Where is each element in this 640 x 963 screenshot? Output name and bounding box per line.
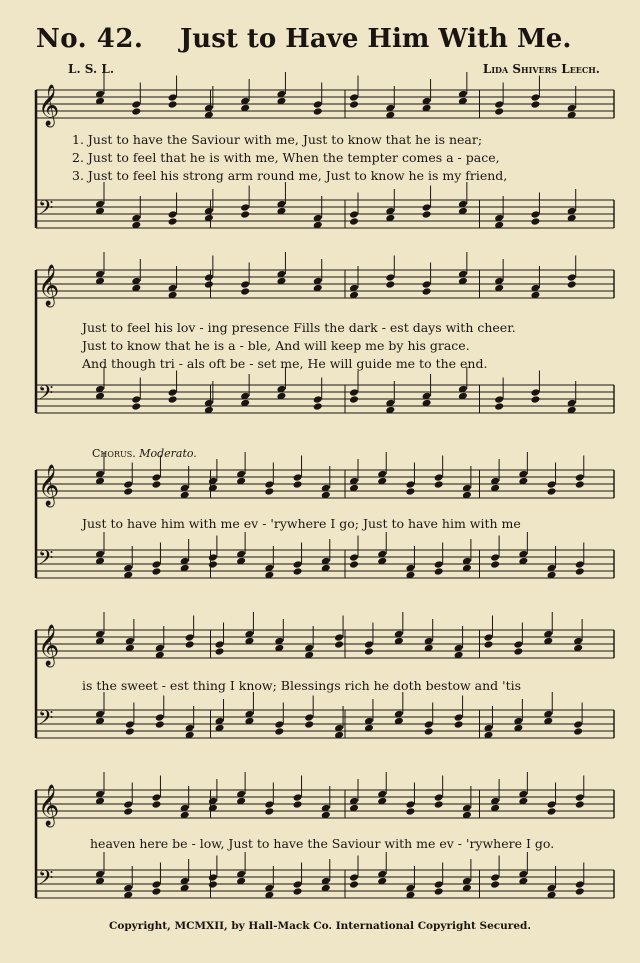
tempo-marking: Moderato. — [139, 447, 197, 460]
system5-treble-notehead — [264, 800, 274, 809]
verse3-line2: And though tri - als oft be - set me, He will guide me to the end. — [82, 356, 488, 371]
system1-treble-notehead — [131, 100, 141, 109]
system4-bass-notehead — [125, 720, 135, 729]
system3-bass-notehead — [151, 567, 161, 576]
system4-bass-notehead — [155, 720, 165, 729]
system4-bass-notehead — [274, 720, 284, 729]
system2-bass-notehead — [131, 395, 141, 404]
system1-bass-notehead — [349, 210, 359, 219]
system5-bass-notehead — [434, 880, 444, 889]
system4-bass-notehead — [454, 713, 464, 722]
author-initials: L. S. L. — [68, 62, 115, 76]
system3-bass-notehead — [575, 567, 585, 576]
system3-treble-notehead — [547, 487, 557, 496]
system4-treble-notehead — [185, 640, 195, 649]
verse1-line2: Just to feel his lov - ing presence Fills the dark - est days with cheer. — [82, 320, 516, 335]
system4-treble-notehead — [215, 640, 225, 649]
system1-bass-notehead — [349, 217, 359, 226]
chorus-word: Chorus. — [92, 447, 136, 460]
system4-treble-notehead — [364, 647, 374, 656]
system2-treble-notehead — [204, 280, 214, 289]
system5-treble-notehead — [405, 800, 415, 809]
system3-bass-notehead — [293, 567, 303, 576]
system5-treble-notehead — [293, 793, 303, 802]
system1-treble-notehead — [313, 100, 323, 109]
system2-treble-notehead — [567, 273, 577, 282]
system5-bass-notehead — [490, 873, 500, 882]
verse2-line2: Just to know that he is a - ble, And will keep me by his grace. — [82, 338, 470, 353]
system5-treble-notehead — [123, 800, 133, 809]
system3-bass-notehead — [490, 553, 500, 562]
system5-bass-notehead — [349, 873, 359, 882]
system5-bass-clef: 𝄢 — [38, 866, 54, 894]
system4-treble-notehead — [513, 647, 523, 656]
system3-treble-notehead — [151, 480, 161, 489]
system3-treble-notehead — [264, 480, 274, 489]
system1-treble-notehead — [313, 107, 323, 116]
system3-treble-notehead — [151, 473, 161, 482]
system2-bass-notehead — [131, 402, 141, 411]
system2-treble-notehead — [385, 273, 395, 282]
system4-bass-notehead — [304, 713, 314, 722]
chorus-line2: is the sweet - est thing I know; Blessings rich he doth bestow and 'tis — [82, 678, 522, 693]
system5-treble-notehead — [293, 800, 303, 809]
system3-bass-notehead — [208, 553, 218, 562]
system2-bass-notehead — [313, 402, 323, 411]
system5-bass-notehead — [575, 887, 585, 896]
system2-bass-notehead — [530, 388, 540, 397]
system5-treble-notehead — [151, 793, 161, 802]
hymn-title: Just to Have Him With Me. — [180, 24, 572, 54]
system5-bass-notehead — [293, 880, 303, 889]
system3-treble-notehead — [575, 480, 585, 489]
system5-bass-notehead — [151, 887, 161, 896]
system5-bass-notehead — [208, 880, 218, 889]
system3-bass-notehead — [349, 560, 359, 569]
system1-bass-notehead — [530, 217, 540, 226]
system4-bass-clef: 𝄢 — [38, 706, 54, 734]
system3-bass-notehead — [575, 560, 585, 569]
system5-treble-notehead — [547, 800, 557, 809]
system5-bass-notehead — [490, 880, 500, 889]
system4-treble-notehead — [334, 633, 344, 642]
system4-treble-notehead — [513, 640, 523, 649]
system5-treble-notehead — [575, 793, 585, 802]
system3-treble-notehead — [547, 480, 557, 489]
system1-treble-notehead — [494, 100, 504, 109]
system3-treble-notehead — [123, 480, 133, 489]
system1-treble-notehead — [494, 107, 504, 116]
system1-bass-notehead — [530, 210, 540, 219]
author-name: Lida Shivers Leech. — [482, 62, 600, 76]
system5-bass-notehead — [293, 887, 303, 896]
system4-bass-notehead — [274, 727, 284, 736]
system2-treble-clef: 𝄞 — [38, 265, 60, 306]
system1-treble-notehead — [131, 107, 141, 116]
system3-treble-notehead — [434, 473, 444, 482]
system3-bass-notehead — [349, 553, 359, 562]
system1-bass-notehead — [422, 203, 432, 212]
system3-treble-notehead — [293, 473, 303, 482]
system4-bass-notehead — [573, 727, 583, 736]
system3-treble-notehead — [405, 480, 415, 489]
system3-bass-notehead — [208, 560, 218, 569]
system2-bass-clef: 𝄢 — [38, 381, 54, 409]
system4-treble-clef: 𝄞 — [38, 625, 60, 666]
verse3-line1: 3. Just to feel his strong arm round me, Just to know he is my friend, — [72, 168, 508, 183]
system1-treble-notehead — [168, 93, 178, 102]
system2-bass-notehead — [313, 395, 323, 404]
system1-treble-notehead — [530, 100, 540, 109]
system4-bass-notehead — [573, 720, 583, 729]
system4-treble-notehead — [334, 640, 344, 649]
system1-treble-notehead — [530, 93, 540, 102]
system3-treble-notehead — [405, 487, 415, 496]
system5-treble-notehead — [575, 800, 585, 809]
system2-treble-notehead — [422, 287, 432, 296]
system4-treble-notehead — [364, 640, 374, 649]
system1-treble-notehead — [349, 100, 359, 109]
system4-bass-notehead — [424, 727, 434, 736]
system4-treble-notehead — [483, 633, 493, 642]
system3-bass-notehead — [293, 560, 303, 569]
system5-treble-notehead — [434, 800, 444, 809]
system2-treble-notehead — [567, 280, 577, 289]
system3-treble-notehead — [123, 487, 133, 496]
system2-treble-notehead — [240, 287, 250, 296]
system5-treble-notehead — [151, 800, 161, 809]
system2-treble-notehead — [422, 280, 432, 289]
hymn-number: No. 42. — [36, 24, 144, 54]
system2-bass-notehead — [494, 402, 504, 411]
system5-treble-notehead — [434, 793, 444, 802]
system5-treble-notehead — [123, 807, 133, 816]
system3-bass-clef: 𝄢 — [38, 546, 54, 574]
system1-treble-notehead — [168, 100, 178, 109]
system2-bass-notehead — [349, 395, 359, 404]
system4-bass-notehead — [454, 720, 464, 729]
system5-bass-notehead — [349, 880, 359, 889]
system1-bass-notehead — [240, 210, 250, 219]
system1-bass-clef: 𝄢 — [38, 196, 54, 224]
system3-bass-notehead — [490, 560, 500, 569]
system1-bass-notehead — [422, 210, 432, 219]
system3-bass-notehead — [434, 560, 444, 569]
system1-bass-notehead — [168, 210, 178, 219]
chorus-line3: heaven here be - low, Just to have the Saviour with me ev - 'rywhere I go. — [90, 836, 555, 851]
system3-treble-clef: 𝄞 — [38, 465, 60, 506]
system5-treble-notehead — [547, 807, 557, 816]
system1-treble-notehead — [349, 93, 359, 102]
system5-bass-notehead — [151, 880, 161, 889]
verse2-line1: 2. Just to feel that he is with me, When the tempter comes a - pace, — [72, 150, 500, 165]
system4-bass-notehead — [155, 713, 165, 722]
system3-bass-notehead — [151, 560, 161, 569]
system4-treble-notehead — [483, 640, 493, 649]
system2-bass-notehead — [349, 388, 359, 397]
system3-treble-notehead — [434, 480, 444, 489]
system3-treble-notehead — [293, 480, 303, 489]
system2-treble-notehead — [385, 280, 395, 289]
system5-bass-notehead — [434, 887, 444, 896]
system3-treble-notehead — [575, 473, 585, 482]
system1-bass-notehead — [168, 217, 178, 226]
system1-bass-notehead — [240, 203, 250, 212]
system2-bass-notehead — [494, 395, 504, 404]
copyright-notice: Copyright, MCMXII, by Hall-Mack Co. International Copyright Secured. — [108, 920, 531, 932]
verse1-line1: 1. Just to have the Saviour with me, Just to know that he is near; — [72, 132, 483, 147]
system4-treble-notehead — [185, 633, 195, 642]
system3-treble-notehead — [264, 487, 274, 496]
chorus-line1: Just to have him with me ev - 'rywhere I go; Just to have him with me — [82, 516, 521, 531]
system2-bass-notehead — [530, 395, 540, 404]
system2-bass-notehead — [168, 395, 178, 404]
system5-bass-notehead — [208, 873, 218, 882]
system5-treble-notehead — [264, 807, 274, 816]
system4-bass-notehead — [304, 720, 314, 729]
system4-bass-notehead — [125, 727, 135, 736]
system5-treble-clef: 𝄞 — [38, 785, 60, 826]
system4-treble-notehead — [215, 647, 225, 656]
system2-treble-notehead — [240, 280, 250, 289]
system5-bass-notehead — [575, 880, 585, 889]
system3-bass-notehead — [434, 567, 444, 576]
system1-treble-clef: 𝄞 — [38, 85, 60, 126]
chorus-label — [92, 447, 197, 460]
system2-bass-notehead — [168, 388, 178, 397]
system5-treble-notehead — [405, 807, 415, 816]
system4-bass-notehead — [424, 720, 434, 729]
system2-treble-notehead — [204, 273, 214, 282]
